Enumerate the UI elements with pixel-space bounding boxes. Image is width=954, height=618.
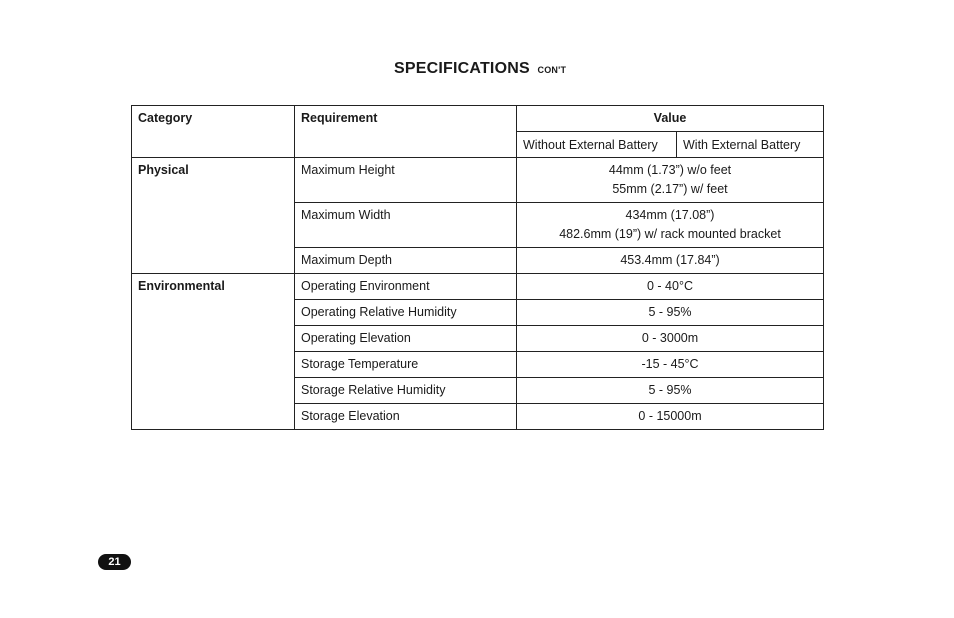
header-value: Value	[517, 106, 824, 132]
value-cell: 5 - 95%	[517, 300, 824, 326]
requirement-cell: Storage Elevation	[295, 404, 517, 430]
subheader-without-battery: Without External Battery	[517, 132, 677, 158]
page-title	[394, 60, 566, 78]
value-cell	[517, 203, 824, 248]
value-cell: 5 - 95%	[517, 378, 824, 404]
requirement-cell: Operating Elevation	[295, 326, 517, 352]
value-cell	[517, 158, 824, 203]
page-number-badge: 21	[98, 554, 131, 570]
value-line: 434mm (17.08”)	[625, 208, 715, 222]
category-physical: Physical	[132, 158, 295, 274]
specifications-table	[131, 105, 824, 430]
table-header-row	[132, 106, 824, 132]
category-environmental: Environmental	[132, 274, 295, 430]
requirement-cell: Storage Temperature	[295, 352, 517, 378]
value-cell: 0 - 3000m	[517, 326, 824, 352]
value-line: 55mm (2.17”) w/ feet	[612, 182, 728, 196]
value-line: 44mm (1.73”) w/o feet	[608, 163, 732, 177]
table-row	[132, 158, 824, 203]
value-line: 482.6mm (19”) w/ rack mounted bracket	[559, 227, 781, 241]
subheader-with-battery: With External Battery	[677, 132, 824, 158]
requirement-cell: Operating Relative Humidity	[295, 300, 517, 326]
value-cell: 0 - 40°C	[517, 274, 824, 300]
header-category: Category	[132, 106, 295, 158]
title-text: SPECIFICATIONS	[394, 60, 530, 77]
requirement-cell: Operating Environment	[295, 274, 517, 300]
value-cell: -15 - 45°C	[517, 352, 824, 378]
value-cell: 453.4mm (17.84”)	[517, 248, 824, 274]
requirement-cell: Storage Relative Humidity	[295, 378, 517, 404]
title-continued: CON'T	[537, 65, 567, 75]
requirement-cell: Maximum Width	[295, 203, 517, 248]
table-row	[132, 274, 824, 300]
requirement-cell: Maximum Height	[295, 158, 517, 203]
header-requirement: Requirement	[295, 106, 517, 158]
requirement-cell: Maximum Depth	[295, 248, 517, 274]
value-cell: 0 - 15000m	[517, 404, 824, 430]
